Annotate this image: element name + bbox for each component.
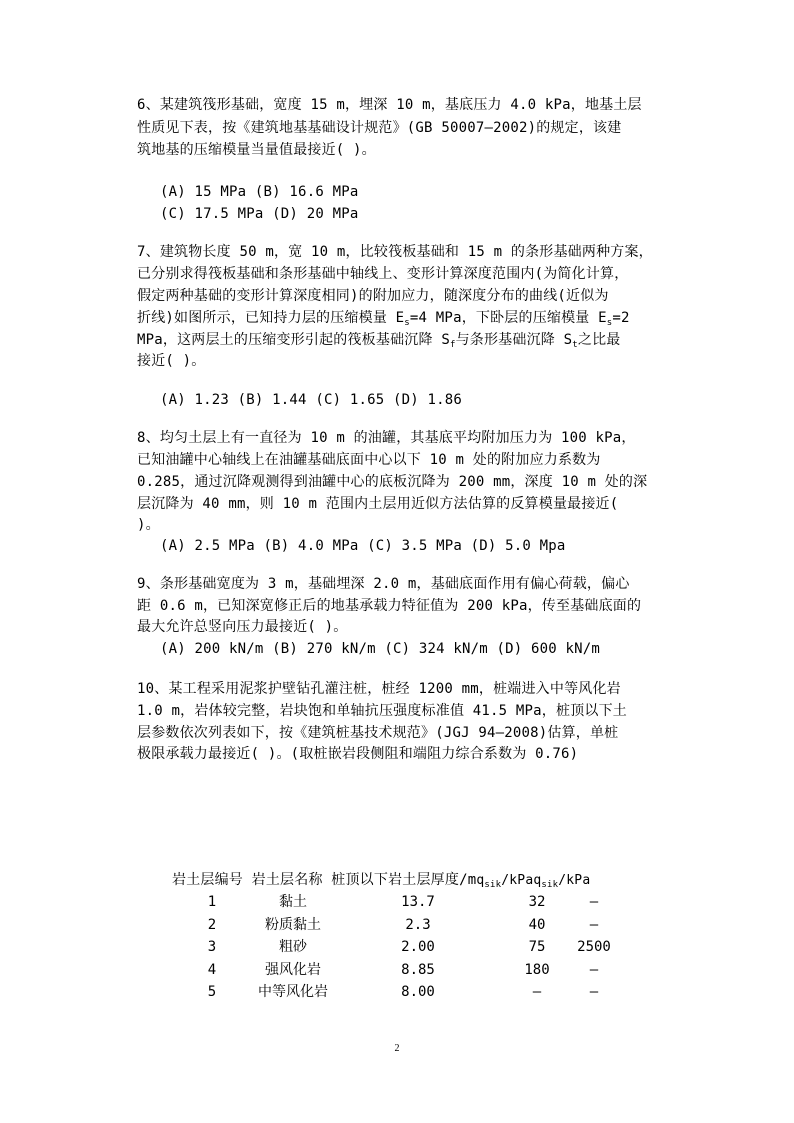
question-text: 8、均匀土层上有一直径为 10 m 的油罐，其基底平均附加压力为 100 kPa， <box>137 430 636 446</box>
cell-thickness: 2.3 <box>405 916 431 933</box>
cell-qsik: 180 <box>524 961 550 978</box>
cell-layer-no: 4 <box>207 961 217 978</box>
text: 之比最 <box>577 332 621 348</box>
text: /kPa <box>501 873 534 888</box>
cell-thickness: 13.7 <box>401 894 435 910</box>
question-text: 10、某工程采用泥浆护壁钻孔灌注桩，桩经 1200 mm，桩端进入中等风化岩 <box>137 681 621 697</box>
cell-qsik: 75 <box>528 939 546 955</box>
header-qpk <box>533 873 590 888</box>
question-text: 筑地基的压缩模量当量值最接近( )。 <box>137 142 376 158</box>
text: q <box>476 873 485 888</box>
text: /kPa <box>558 873 591 888</box>
question-text: 性质见下表，按《建筑地基基础设计规范》(GB 50007—2002)的规定，该建 <box>137 120 622 136</box>
cell-qsik: 40 <box>528 916 546 933</box>
page-number: 2 <box>394 1043 400 1054</box>
text: =2 <box>612 310 630 326</box>
answer-options: (A) 1.23 (B) 1.44 (C) 1.65 (D) 1.86 <box>160 392 463 408</box>
answer-options: (A) 200 kN/m (B) 270 kN/m (C) 324 kN/m (D) 600 kN/m <box>160 641 601 657</box>
cell-layer-no: 2 <box>207 916 217 933</box>
cell-layer-no: 5 <box>207 984 217 1000</box>
text: 与条形基础沉降 S <box>455 332 573 348</box>
cell-qpk: — <box>589 894 599 910</box>
question-text: 接近( )。 <box>137 353 206 369</box>
header-layer-name: 岩土层名称 <box>251 872 323 888</box>
cell-layer-no: 3 <box>207 939 217 955</box>
answer-options: (C) 17.5 MPa (D) 20 MPa <box>160 206 359 222</box>
question-text: 0.285，通过沉降观测得到油罐中心的底板沉降为 200 mm，深度 10 m 处的深 <box>137 474 648 490</box>
cell-layer-no: 1 <box>207 894 217 910</box>
question-text <box>137 309 630 327</box>
question-text: 极限承载力最接近( )。(取桩嵌岩段侧阻和端阻力综合系数为 0.76) <box>137 746 579 762</box>
cell-qsik: — <box>532 984 542 1000</box>
question-text: 已分别求得筏板基础和条形基础中轴线上、变形计算深度范围内(为简化计算， <box>137 266 629 282</box>
text: 折线)如图所示，已知持力层的压缩模量 E <box>137 310 405 326</box>
question-text: 最大允许总竖向压力最接近( )。 <box>137 619 348 635</box>
cell-layer-name: 黏土 <box>279 894 307 910</box>
table-header <box>172 871 590 890</box>
cell-qpk: 2500 <box>577 939 611 955</box>
cell-qpk: — <box>589 984 599 1000</box>
header-qsik <box>476 873 533 888</box>
question-text: 层参数依次列表如下，按《建筑桩基技术规范》(JGJ 94—2008)估算，单桩 <box>137 725 619 741</box>
question-text: 距 0.6 m，已知深宽修正后的地基承载力特征值为 200 kPa，传至基础底面的 <box>137 598 642 614</box>
question-text: 9、条形基础宽度为 3 m，基础埋深 2.0 m，基础底面作用有偏心荷载，偏心 <box>137 576 630 592</box>
subscript: f <box>449 340 456 350</box>
subscript: sik <box>541 880 559 890</box>
question-text: 6、某建筑筏形基础，宽度 15 m，埋深 10 m，基底压力 4.0 kPa，地基土层 <box>137 97 642 113</box>
cell-thickness: 8.00 <box>401 984 435 1000</box>
question-text: )。 <box>137 517 160 533</box>
cell-layer-name: 强风化岩 <box>265 961 321 978</box>
question-text: 1.0 m，岩体较完整，岩块饱和单轴抗压强度标准值 41.5 MPa，桩顶以下土 <box>137 703 628 719</box>
cell-qpk: — <box>589 961 599 978</box>
question-text <box>137 331 620 349</box>
subscript: s <box>606 318 613 328</box>
question-text: 已知油罐中心轴线上在油罐基础底面中心以下 10 m 处的附加应力系数为 <box>137 452 601 468</box>
answer-options: (A) 2.5 MPa (B) 4.0 MPa (C) 3.5 MPa (D) 5.0 Mpa <box>160 538 566 554</box>
cell-qpk: — <box>589 916 599 933</box>
subscript: s <box>404 318 410 328</box>
text: =4 MPa，下卧层的压缩模量 E <box>409 310 607 326</box>
subscript: sik <box>484 880 502 890</box>
cell-layer-name: 中等风化岩 <box>258 984 328 1000</box>
cell-thickness: 2.00 <box>401 939 435 955</box>
question-text: 7、建筑物长度 50 m，宽 10 m，比较筏板基础和 15 m 的条形基础两种方案， <box>137 244 653 260</box>
cell-qsik: 32 <box>528 894 546 910</box>
header-thickness: 桩顶以下岩土层厚度/m <box>331 872 477 888</box>
question-text: 层沉降为 40 mm，则 10 m 范围内土层用近似方法估算的反算模量最接近( <box>137 496 619 512</box>
question-text: 假定两种基础的变形计算深度相同)的附加应力，随深度分布的曲线(近似为 <box>137 288 609 304</box>
cell-thickness: 8.85 <box>401 961 435 978</box>
cell-layer-name: 粉质黏土 <box>265 916 321 933</box>
subscript: t <box>572 340 578 350</box>
cell-layer-name: 粗砂 <box>279 939 307 955</box>
text: MPa，这两层土的压缩变形引起的筏板基础沉降 S <box>137 332 450 348</box>
text: q <box>533 873 542 888</box>
header-layer-no: 岩土层编号 <box>172 872 243 888</box>
answer-options: (A) 15 MPa (B) 16.6 MPa <box>160 184 359 200</box>
